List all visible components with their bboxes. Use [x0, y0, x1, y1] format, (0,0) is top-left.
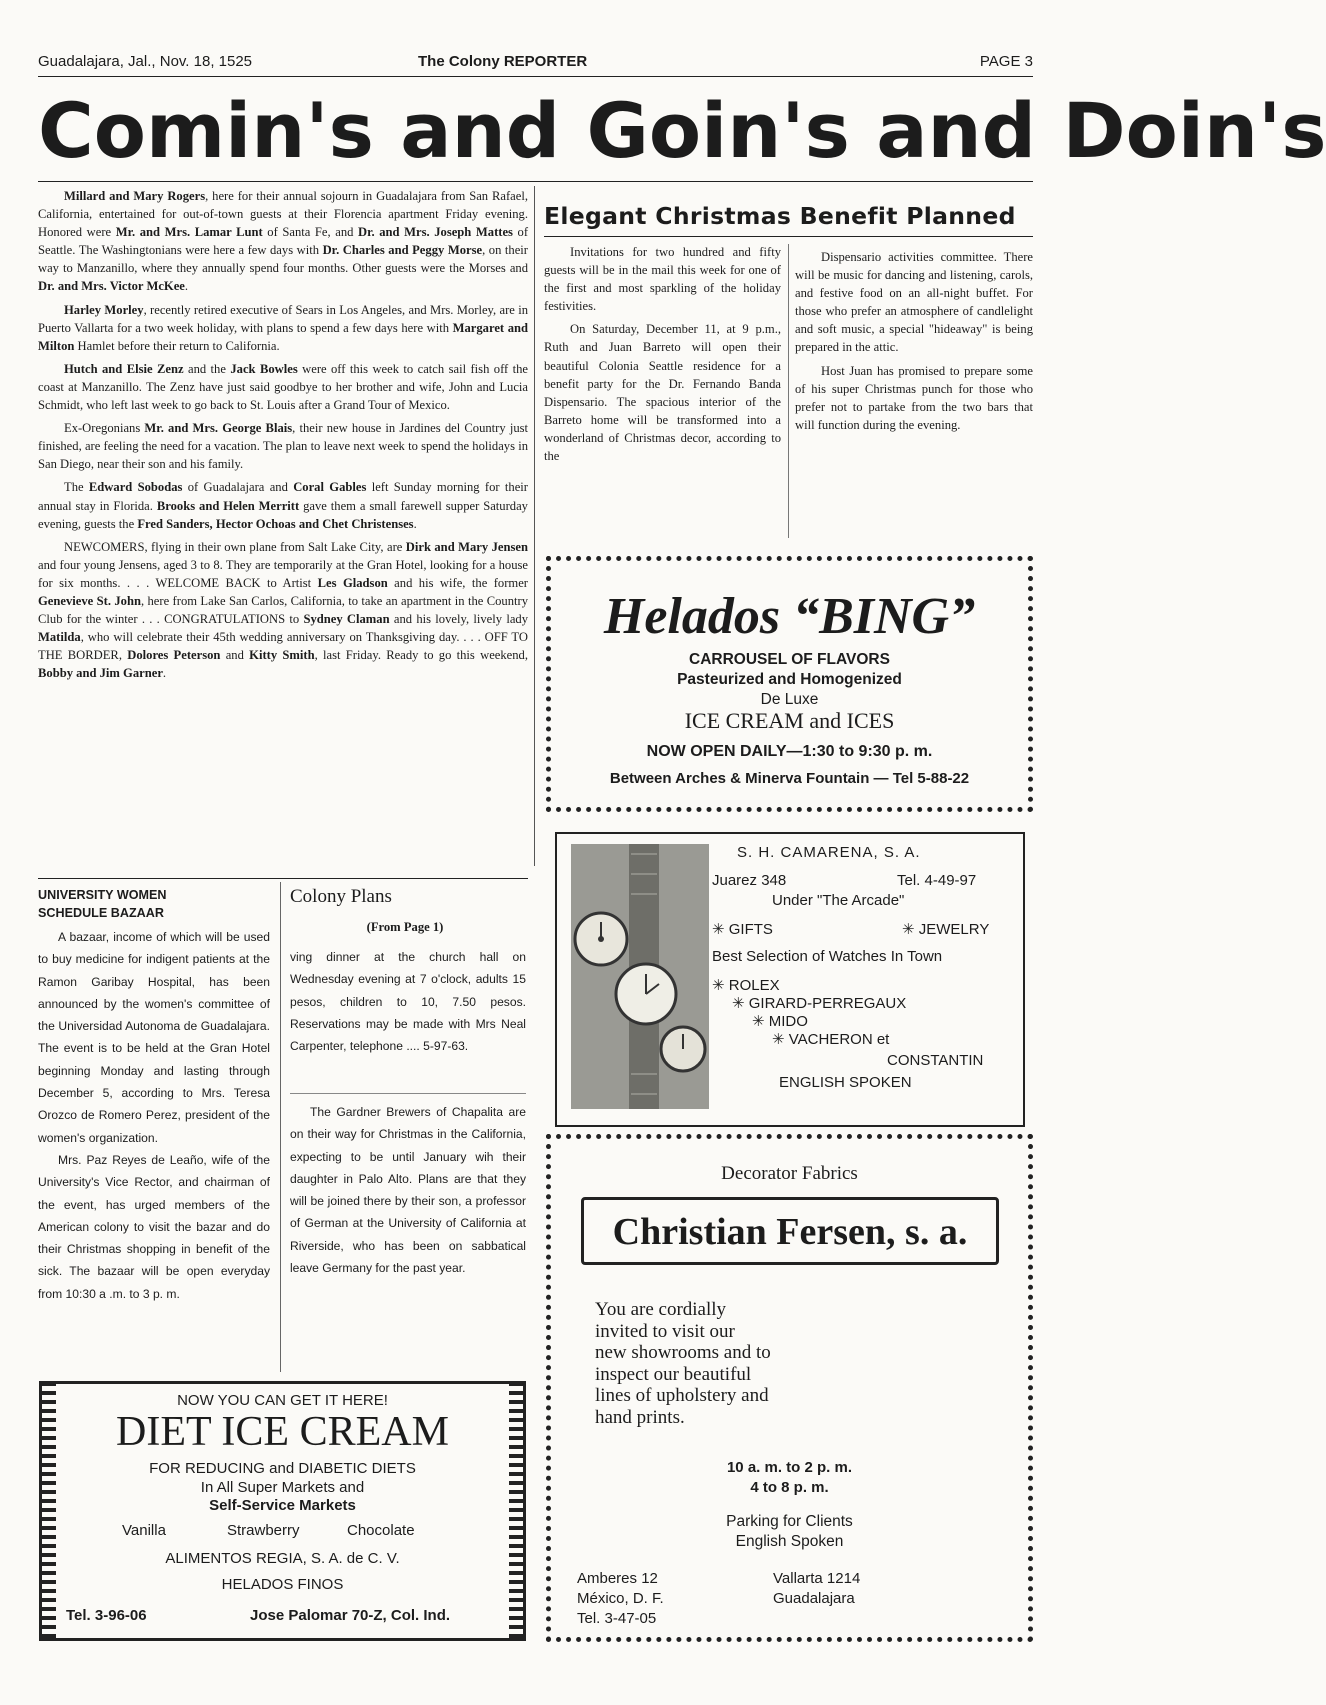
- address-line: Amberes 12: [577, 1570, 658, 1587]
- christian-fersen-ad: [546, 1134, 1033, 1642]
- benefit-paragraph: Invitations for two hundred and fifty guests will be in the mail this week for one of the first and most sparkling of the holiday festivities.: [544, 245, 781, 314]
- social-column: [38, 187, 528, 687]
- invite-line: You are cordially: [595, 1299, 727, 1320]
- paper-name: The Colony REPORTER: [418, 53, 588, 70]
- diet-ice-cream-ad: [39, 1381, 526, 1641]
- social-paragraph: Harley Morley, recently retired executive of Sears in Los Angeles, and Mrs. Morley, are in Puerto Vallarta for a two week holiday, with plans to spend a few days here with Margaret and Milton Hamlet before their return to California.: [38, 302, 529, 353]
- headline-rule: [38, 181, 1033, 182]
- camarena-name: S. H. CAMARENA, S. A.: [737, 844, 921, 861]
- masthead: [38, 53, 1033, 75]
- watch-photo-icon: [571, 844, 709, 1109]
- brand-vacheron: VACHERON et: [788, 1031, 890, 1048]
- fersen-name: Christian Fersen, s. a.: [612, 1211, 968, 1253]
- university-title-line2: SCHEDULE BAZAAR: [38, 906, 164, 920]
- diet-now: NOW YOU CAN GET IT HERE!: [177, 1392, 388, 1409]
- fersen-hours2: 4 to 8 p. m.: [750, 1479, 829, 1496]
- invite-line: inspect our beautiful: [595, 1363, 752, 1385]
- camarena-address: Juarez 348: [712, 872, 787, 889]
- bing-address: Between Arches & Minerva Fountain — Tel 5-88-22: [609, 770, 970, 787]
- column-divider: [534, 186, 535, 866]
- camarena-english: ENGLISH SPOKEN: [779, 1074, 912, 1091]
- social-paragraph: The Edward Sobodas of Guadalajara and Coral Gables left Sunday morning for their annual stay in Florida. Brooks and Helen Merritt gave them a small farewell supper Saturday evening, guests the Fred Sanders, Hector Ochoas and Chet Christenses.: [38, 480, 528, 531]
- brewers-article: [290, 1101, 526, 1279]
- university-title-line1: UNIVERSITY WOMEN: [38, 888, 167, 902]
- page-headline: Comin's and Goin's and Doin's: [38, 86, 1326, 175]
- colony-plans-rule: [290, 1093, 526, 1094]
- diet-address: Jose Palomar 70-Z, Col. Ind.: [250, 1607, 451, 1624]
- university-headline: [38, 886, 258, 922]
- fersen-hours1: 10 a. m. to 2 p. m.: [726, 1459, 853, 1476]
- colony-plans-paragraph: ving dinner at the church hall on Wednesday evening at 7 o'clock, adults 15 pesos, children to 10, 7.50 pesos. Reservations may be made with Mrs Neal Carpenter, telephone .... 5-97-63.: [290, 950, 526, 1054]
- diet-markets: In All Super Markets and: [200, 1479, 365, 1496]
- benefit-column-a: [544, 243, 781, 470]
- diet-company: ALIMENTOS REGIA, S. A. de C. V.: [165, 1550, 400, 1567]
- bing-hours: NOW OPEN DAILY—1:30 to 9:30 p. m.: [646, 743, 933, 760]
- helados-bing-ad: [546, 556, 1033, 812]
- bullet-icon: ✳: [752, 1013, 765, 1030]
- bing-pasteurized: Pasteurized and Homogenized: [677, 671, 902, 688]
- bullet-icon: ✳: [712, 977, 725, 994]
- fersen-logo-box: [581, 1197, 999, 1265]
- invite-line: invited to visit our: [595, 1320, 735, 1342]
- benefit-column-b: [795, 248, 1033, 439]
- fersen-address-gdl: [773, 1569, 860, 1609]
- social-paragraph: NEWCOMERS, flying in their own plane from Salt Lake City, are Dirk and Mary Jensen and four young Jensens, aged 3 to 8. They are temporarily at the Gran Hotel, looking for a house for six months. . . . WELCOME BACK to Artist Les Gladson and his wife, the former Genevieve St. John, here from Lake San Carlos, California, to take an apartment in the Country Club for the winter . . . CONGRATULATIONS to Sydney Claman and his lovely, lively lady Matilda, who will celebrate their 45th wedding anniversary on Thanksgiving day. . . . OFF TO THE BORDER, Dolores Peterson and Kitty Smith, last Friday. Ready to go this weekend, Bobby and Jim Garner.: [38, 539, 529, 681]
- social-paragraph: Ex-Oregonians Mr. and Mrs. George Blais, their new house in Jardines del Country just finished, are feeling the need for a vacation. The plan to leave next week to spend the holidays in San Diego, near their son and his family.: [38, 421, 529, 472]
- university-article: [38, 926, 270, 1305]
- masthead-rule: [38, 76, 1033, 77]
- invite-line: lines of upholstery and: [595, 1385, 769, 1406]
- university-paragraph: A bazaar, income of which will be used to buy medicine for indigent patients at the Ramon Garibay Hospital, has been announced by the women's committee of the Universidad Autonoma de Guadalajara. The event is to be held at the Gran Hotel beginning Monday and lasting through December 5, according to Mrs. Teresa Orozco de Romero Perez, president of the women's organization.: [38, 930, 270, 1145]
- bing-carrousel: CARROUSEL OF FLAVORS: [689, 651, 890, 668]
- flavor-chocolate: Chocolate: [347, 1522, 415, 1539]
- fersen-parking: Parking for Clients: [726, 1513, 853, 1530]
- flavor-strawberry: Strawberry: [227, 1522, 300, 1539]
- brand-constantin: CONSTANTIN: [887, 1052, 984, 1069]
- camarena-jewelry: JEWELRY: [918, 921, 990, 938]
- fersen-invite: [595, 1299, 771, 1428]
- diet-title: DIET ICE CREAM: [116, 1409, 449, 1455]
- camarena-under: Under "The Arcade": [772, 892, 905, 909]
- diet-self-service: Self-Service Markets: [209, 1497, 356, 1514]
- bullet-icon: ✳: [772, 1031, 785, 1048]
- colony-plans-body: [290, 946, 526, 1057]
- fersen-top: Decorator Fabrics: [721, 1163, 858, 1184]
- bullet-icon: ✳: [712, 921, 725, 938]
- benefit-divider: [788, 244, 789, 538]
- fersen-english: English Spoken: [735, 1533, 844, 1550]
- bing-icecream: ICE CREAM and ICES: [684, 708, 895, 733]
- brand-mido: MIDO: [768, 1013, 808, 1030]
- benefit-paragraph: Dispensario activities committee. There will be music for dancing and listening, carols, and festive food on an all-night buffet. For those who prefer an atmosphere of candlelight and soft music, a special "hideaway" is being prepared in the attic.: [795, 250, 1033, 355]
- bullet-icon: ✳: [732, 995, 745, 1012]
- diet-tel: Tel. 3-96-06: [66, 1607, 147, 1624]
- bing-title: Helados “BING”: [603, 588, 976, 645]
- flavor-vanilla: Vanilla: [122, 1522, 166, 1539]
- dateline: Guadalajara, Jal., Nov. 18, 1525: [38, 53, 253, 70]
- social-paragraph: Hutch and Elsie Zenz and the Jack Bowles were off this week to catch sail fish off the coast at Manzanillo. The Zenz have just said goodbye to her brother and wife, John and Lucia Schmidt, who left last week to go back to St. Louis after a Grand Tour of Mexico.: [38, 361, 529, 413]
- small-column-divider: [280, 882, 281, 1372]
- address-line: Vallarta 1214: [773, 1570, 861, 1587]
- brewers-paragraph: The Gardner Brewers of Chapalita are on their way for Christmas in the California, expecting to be until January wih their daughter in Palo Alto. Plans are that they will be joined there by their son, a professor of German at the University of California at Riverside, who has been on sabbatical leave Germany for the past year.: [290, 1105, 526, 1276]
- page-number: PAGE 3: [979, 53, 1033, 70]
- section-rule: [38, 878, 528, 879]
- camarena-ad: [555, 832, 1025, 1127]
- camarena-tel: Tel. 4-49-97: [897, 872, 977, 889]
- camarena-gifts: GIFTS: [728, 921, 773, 938]
- bullet-icon: ✳: [902, 921, 915, 938]
- fersen-address-mexico: [577, 1569, 664, 1629]
- benefit-paragraph: Host Juan has promised to prepare some of his super Christmas punch for those who prefer not to partake from the two bars that will function during the evening.: [795, 363, 1033, 432]
- diet-helados: HELADOS FINOS: [221, 1576, 344, 1593]
- brand-rolex: ROLEX: [728, 977, 780, 994]
- bing-deluxe: De Luxe: [760, 691, 819, 708]
- benefit-rule: [544, 236, 1033, 237]
- address-line: Tel. 3-47-05: [577, 1610, 657, 1627]
- invite-line: hand prints.: [595, 1406, 685, 1428]
- invite-line: new showrooms and to: [595, 1342, 771, 1363]
- university-paragraph: Mrs. Paz Reyes de Leaño, wife of the University's Vice Rector, and chairman of the event, has urged members of the American colony to visit the bazar and do their Christmas shopping in benefit of the sick. The bazaar will be open everyday from 10:30 a .m. to 3 p. m.: [38, 1152, 270, 1301]
- diet-reducing: FOR REDUCING and DIABETIC DIETS: [149, 1460, 416, 1477]
- social-paragraph: Millard and Mary Rogers, here for their annual sojourn in Guadalajara from San Rafael, California, entertained for out-of-town guests at their Florencia apartment Friday evening. Honored were Mr. and Mrs. Lamar Lunt of Santa Fe, and Dr. and Mrs. Joseph Mattes of Seattle. The Washingtonians were here a few days with Dr. Charles and Peggy Morse, on their way to Manzanillo, where they annually spend four months. Other guests were the Morses and Dr. and Mrs. Victor McKee.: [38, 189, 529, 294]
- address-line: Guadalajara: [773, 1590, 855, 1607]
- colony-plans-subtitle: (From Page 1): [366, 920, 444, 934]
- camarena-best: Best Selection of Watches In Town: [712, 948, 943, 965]
- benefit-paragraph: On Saturday, December 11, at 9 p.m., Ruth and Juan Barreto will open their beautiful Colonia Seattle residence for a benefit party for the Dr. Fernando Banda Dispensario. The spacious interior of the Barreto home will be transformed into a wonderland of Christmas decor, according to the: [544, 322, 781, 464]
- address-line: México, D. F.: [577, 1590, 664, 1607]
- benefit-headline: Elegant Christmas Benefit Planned: [544, 202, 1016, 230]
- colony-plans-title: Colony Plans: [290, 886, 392, 907]
- brand-girard: GIRARD-PERREGAUX: [748, 995, 907, 1012]
